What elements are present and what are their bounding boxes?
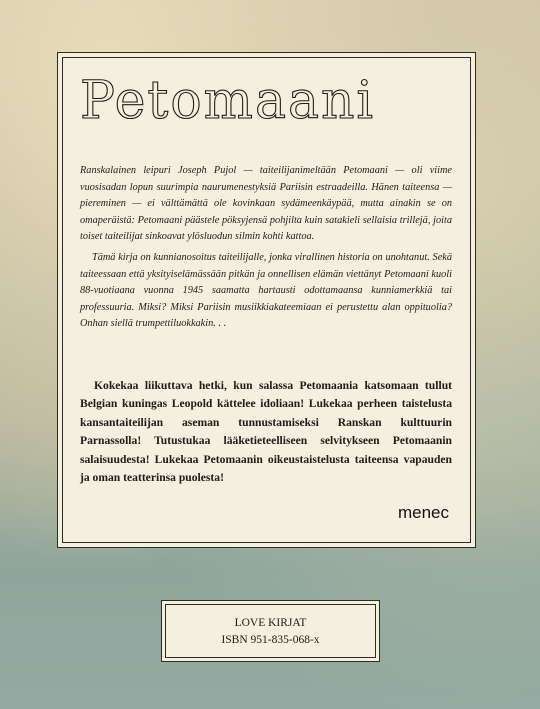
blurb-panel [57,52,476,548]
bold-promo-paragraph: Kokekaa liikuttava hetki, kun salassa Petomaania katsomaan tullut Belgian kuningas Leopold kättelee idoliaan! Lukekaa perheen taistelusta kansantaiteilijan aseman tunnustamiseksi Ranskan kulttuurin Parnassolla! Tutustukaa lääketieteelliseen selvitykseen Petomaanin salaisuudesta! Lukekaa Petomaanin oikeustaistelusta taiteensa vapauden ja oman teatterinsa puolesta! [80,379,452,485]
publisher-box-frame [165,604,376,658]
book-title: Petomaani [80,71,376,131]
isbn-label: ISBN 951-835-068-x [221,634,320,646]
publisher-mark: menec [397,503,449,522]
intro-paragraph-1: Ranskalainen leipuri Joseph Pujol — taiteilijanimeltään Petomaani — oli viime vuosisadan lopun suurimpia naurumenestyksiä Pariisin estraadeilla. Hänen taiteensa — piereminen — ei välttämättä ole kovinkaan sydämeenkäypää, mutta ainakin se on omaperäistä: Petomaani päästele pöksyjensä pohjilta kuin satakieli sellaisia trillejä, joita toiset taiteilijat sinkoavat ylösluodun silmin kohti kattoa. [80,165,452,243]
intro-paragraph-2: Tämä kirja on kunnianosoitus taiteilijalle, jonka virallinen historia on unohtanut. Sekä taiteessaan että yksityiselämässään pitkän ja onnellisen elämän viettänyt Petomaani kuoli 88-vuotiaana vuonna 1945 saamatta hartausti odottamaansa kunniamerkkiä tai professuuria. Miksi? Miksi Pariisin musiikkiakateemiaan ei perustettu alan oppituolia? Onhan siellä trumpettiluokkakin. . . [80,251,452,330]
publisher-name: LOVE KIRJAT [234,617,307,629]
publisher-box [161,600,380,662]
intro-text [80,163,452,337]
